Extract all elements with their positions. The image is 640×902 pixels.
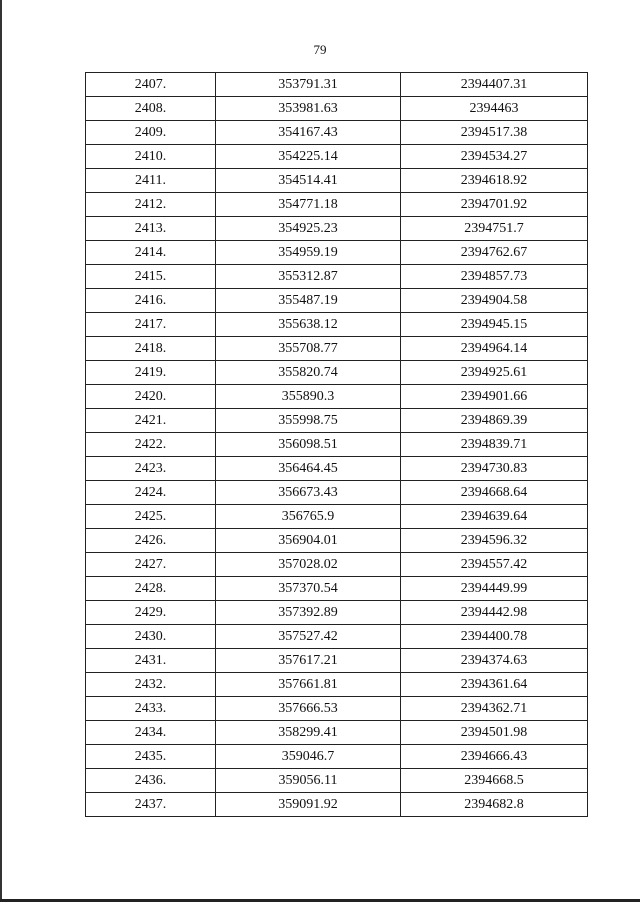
x-coordinate-cell: 355312.87 <box>216 265 401 289</box>
scan-left-edge <box>0 0 2 902</box>
point-number-cell: 2421. <box>86 409 216 433</box>
table-row <box>86 97 588 121</box>
coordinates-table-body <box>86 73 588 817</box>
y-coordinate-cell: 2394517.38 <box>401 121 588 145</box>
x-coordinate-cell: 356098.51 <box>216 433 401 457</box>
point-number-cell: 2419. <box>86 361 216 385</box>
x-coordinate-cell: 356904.01 <box>216 529 401 553</box>
table-row <box>86 745 588 769</box>
point-number-cell: 2422. <box>86 433 216 457</box>
table-row <box>86 361 588 385</box>
x-coordinate-cell: 356464.45 <box>216 457 401 481</box>
x-coordinate-cell: 355487.19 <box>216 289 401 313</box>
y-coordinate-cell: 2394964.14 <box>401 337 588 361</box>
table-row <box>86 529 588 553</box>
table-row <box>86 289 588 313</box>
point-number-cell: 2411. <box>86 169 216 193</box>
point-number-cell: 2430. <box>86 625 216 649</box>
point-number-cell: 2434. <box>86 721 216 745</box>
table-row <box>86 193 588 217</box>
y-coordinate-cell: 2394762.67 <box>401 241 588 265</box>
x-coordinate-cell: 356765.9 <box>216 505 401 529</box>
x-coordinate-cell: 357661.81 <box>216 673 401 697</box>
y-coordinate-cell: 2394701.92 <box>401 193 588 217</box>
point-number-cell: 2436. <box>86 769 216 793</box>
point-number-cell: 2408. <box>86 97 216 121</box>
x-coordinate-cell: 355998.75 <box>216 409 401 433</box>
x-coordinate-cell: 354771.18 <box>216 193 401 217</box>
table-row <box>86 385 588 409</box>
point-number-cell: 2423. <box>86 457 216 481</box>
x-coordinate-cell: 357527.42 <box>216 625 401 649</box>
table-row <box>86 505 588 529</box>
point-number-cell: 2427. <box>86 553 216 577</box>
x-coordinate-cell: 354514.41 <box>216 169 401 193</box>
table-row <box>86 793 588 817</box>
y-coordinate-cell: 2394857.73 <box>401 265 588 289</box>
point-number-cell: 2415. <box>86 265 216 289</box>
y-coordinate-cell: 2394666.43 <box>401 745 588 769</box>
point-number-cell: 2410. <box>86 145 216 169</box>
x-coordinate-cell: 355638.12 <box>216 313 401 337</box>
point-number-cell: 2416. <box>86 289 216 313</box>
y-coordinate-cell: 2394361.64 <box>401 673 588 697</box>
table-row <box>86 241 588 265</box>
y-coordinate-cell: 2394869.39 <box>401 409 588 433</box>
x-coordinate-cell: 359046.7 <box>216 745 401 769</box>
point-number-cell: 2412. <box>86 193 216 217</box>
point-number-cell: 2409. <box>86 121 216 145</box>
x-coordinate-cell: 355890.3 <box>216 385 401 409</box>
x-coordinate-cell: 355708.77 <box>216 337 401 361</box>
point-number-cell: 2437. <box>86 793 216 817</box>
point-number-cell: 2432. <box>86 673 216 697</box>
y-coordinate-cell: 2394449.99 <box>401 577 588 601</box>
point-number-cell: 2424. <box>86 481 216 505</box>
y-coordinate-cell: 2394534.27 <box>401 145 588 169</box>
y-coordinate-cell: 2394901.66 <box>401 385 588 409</box>
table-row <box>86 217 588 241</box>
point-number-cell: 2431. <box>86 649 216 673</box>
y-coordinate-cell: 2394682.8 <box>401 793 588 817</box>
y-coordinate-cell: 2394596.32 <box>401 529 588 553</box>
y-coordinate-cell: 2394442.98 <box>401 601 588 625</box>
table-row <box>86 649 588 673</box>
table-row <box>86 601 588 625</box>
table-row <box>86 673 588 697</box>
point-number-cell: 2413. <box>86 217 216 241</box>
point-number-cell: 2417. <box>86 313 216 337</box>
y-coordinate-cell: 2394639.64 <box>401 505 588 529</box>
point-number-cell: 2407. <box>86 73 216 97</box>
x-coordinate-cell: 356673.43 <box>216 481 401 505</box>
coordinates-table <box>85 72 588 817</box>
point-number-cell: 2435. <box>86 745 216 769</box>
x-coordinate-cell: 359056.11 <box>216 769 401 793</box>
table-row <box>86 265 588 289</box>
table-row <box>86 577 588 601</box>
y-coordinate-cell: 2394945.15 <box>401 313 588 337</box>
table-row <box>86 721 588 745</box>
y-coordinate-cell: 2394904.58 <box>401 289 588 313</box>
y-coordinate-cell: 2394557.42 <box>401 553 588 577</box>
x-coordinate-cell: 357392.89 <box>216 601 401 625</box>
x-coordinate-cell: 353791.31 <box>216 73 401 97</box>
x-coordinate-cell: 354959.19 <box>216 241 401 265</box>
x-coordinate-cell: 354167.43 <box>216 121 401 145</box>
x-coordinate-cell: 354225.14 <box>216 145 401 169</box>
y-coordinate-cell: 2394400.78 <box>401 625 588 649</box>
y-coordinate-cell: 2394362.71 <box>401 697 588 721</box>
table-row <box>86 73 588 97</box>
point-number-cell: 2425. <box>86 505 216 529</box>
table-row <box>86 169 588 193</box>
y-coordinate-cell: 2394618.92 <box>401 169 588 193</box>
point-number-cell: 2414. <box>86 241 216 265</box>
y-coordinate-cell: 2394751.7 <box>401 217 588 241</box>
point-number-cell: 2433. <box>86 697 216 721</box>
table-row <box>86 145 588 169</box>
y-coordinate-cell: 2394668.5 <box>401 769 588 793</box>
table-row <box>86 481 588 505</box>
point-number-cell: 2428. <box>86 577 216 601</box>
y-coordinate-cell: 2394374.63 <box>401 649 588 673</box>
x-coordinate-cell: 358299.41 <box>216 721 401 745</box>
point-number-cell: 2418. <box>86 337 216 361</box>
x-coordinate-cell: 357370.54 <box>216 577 401 601</box>
x-coordinate-cell: 353981.63 <box>216 97 401 121</box>
x-coordinate-cell: 359091.92 <box>216 793 401 817</box>
x-coordinate-cell: 357617.21 <box>216 649 401 673</box>
x-coordinate-cell: 357666.53 <box>216 697 401 721</box>
page-number: 79 <box>313 42 327 57</box>
point-number-cell: 2429. <box>86 601 216 625</box>
table-row <box>86 121 588 145</box>
table-row <box>86 553 588 577</box>
x-coordinate-cell: 355820.74 <box>216 361 401 385</box>
point-number-cell: 2426. <box>86 529 216 553</box>
y-coordinate-cell: 2394407.31 <box>401 73 588 97</box>
y-coordinate-cell: 2394925.61 <box>401 361 588 385</box>
table-row <box>86 769 588 793</box>
table-row <box>86 409 588 433</box>
y-coordinate-cell: 2394730.83 <box>401 457 588 481</box>
table-row <box>86 457 588 481</box>
y-coordinate-cell: 2394501.98 <box>401 721 588 745</box>
table-row <box>86 313 588 337</box>
y-coordinate-cell: 2394839.71 <box>401 433 588 457</box>
table-row <box>86 697 588 721</box>
x-coordinate-cell: 354925.23 <box>216 217 401 241</box>
table-row <box>86 625 588 649</box>
y-coordinate-cell: 2394668.64 <box>401 481 588 505</box>
table-row <box>86 433 588 457</box>
x-coordinate-cell: 357028.02 <box>216 553 401 577</box>
y-coordinate-cell: 2394463 <box>401 97 588 121</box>
point-number-cell: 2420. <box>86 385 216 409</box>
table-row <box>86 337 588 361</box>
